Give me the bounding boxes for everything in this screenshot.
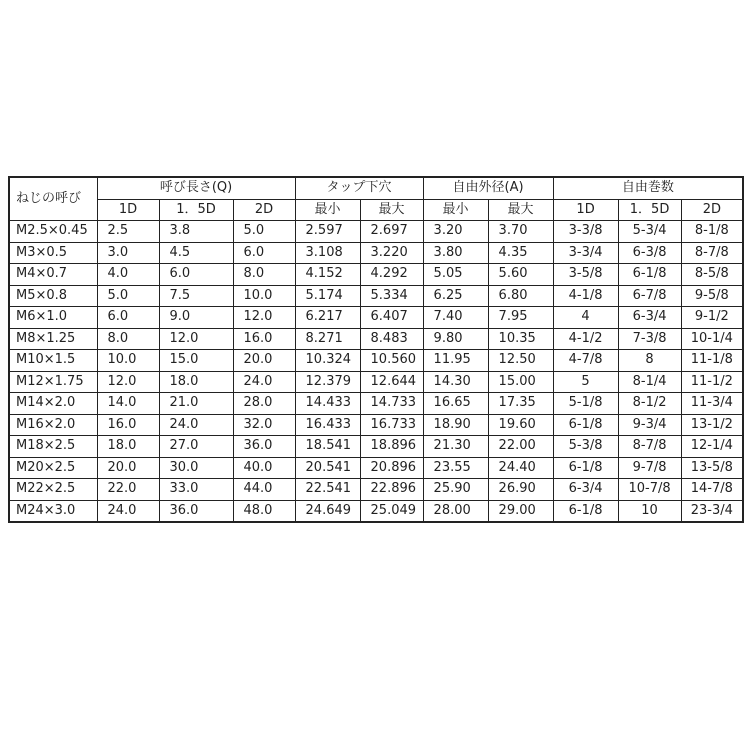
thread-size-cell: M8×1.25 (9, 328, 97, 350)
table-cell: 12-1/4 (681, 436, 743, 458)
sub-header: 1D (553, 199, 618, 221)
table-cell: 9-3/4 (618, 414, 681, 436)
table-cell: 44.0 (233, 479, 295, 501)
table-cell: 18.0 (159, 371, 233, 393)
table-cell: 3.20 (423, 221, 488, 243)
table-cell: 8.0 (233, 264, 295, 286)
table-cell: 20.0 (233, 350, 295, 372)
table-cell: 10-1/4 (681, 328, 743, 350)
table-cell: 22.00 (488, 436, 553, 458)
table-row (9, 457, 743, 479)
table-cell: 25.049 (360, 500, 423, 522)
table-cell: 8.0 (97, 328, 159, 350)
table-cell: 10.324 (295, 350, 360, 372)
table-cell: 12.0 (159, 328, 233, 350)
table-cell: 6.217 (295, 307, 360, 329)
table-cell: 12.379 (295, 371, 360, 393)
table-cell: 12.0 (233, 307, 295, 329)
table-cell: 11-3/4 (681, 393, 743, 415)
table-cell: 16.433 (295, 414, 360, 436)
thread-size-cell: M5×0.8 (9, 285, 97, 307)
thread-size-cell: M10×1.5 (9, 350, 97, 372)
thread-size-cell: M3×0.5 (9, 242, 97, 264)
table-cell: 48.0 (233, 500, 295, 522)
table-cell: 18.0 (97, 436, 159, 458)
thread-size-cell: M20×2.5 (9, 457, 97, 479)
table-cell: 20.0 (97, 457, 159, 479)
corner-header: ねじの呼び (9, 177, 97, 221)
table-cell: 22.541 (295, 479, 360, 501)
table-cell: 25.90 (423, 479, 488, 501)
table-cell: 2.697 (360, 221, 423, 243)
table-cell: 21.0 (159, 393, 233, 415)
table-cell: 28.0 (233, 393, 295, 415)
table-cell: 10-7/8 (618, 479, 681, 501)
table-cell: 7.40 (423, 307, 488, 329)
table-cell: 5.0 (233, 221, 295, 243)
table-cell: 32.0 (233, 414, 295, 436)
table-cell: 16.733 (360, 414, 423, 436)
table-cell: 15.00 (488, 371, 553, 393)
sub-header: 最大 (360, 199, 423, 221)
table-cell: 33.0 (159, 479, 233, 501)
thread-size-cell: M24×3.0 (9, 500, 97, 522)
table-cell: 3.108 (295, 242, 360, 264)
table-cell: 6-1/8 (553, 414, 618, 436)
thread-size-cell: M22×2.5 (9, 479, 97, 501)
table-cell: 6.0 (97, 307, 159, 329)
table-cell: 16.0 (233, 328, 295, 350)
table-cell: 36.0 (159, 500, 233, 522)
table-cell: 7.95 (488, 307, 553, 329)
table-cell: 13-5/8 (681, 457, 743, 479)
table-row (9, 307, 743, 329)
table-cell: 18.896 (360, 436, 423, 458)
table-cell: 5.60 (488, 264, 553, 286)
sub-header: 最小 (295, 199, 360, 221)
table-cell: 8-7/8 (681, 242, 743, 264)
table-cell: 2.5 (97, 221, 159, 243)
table-cell: 4 (553, 307, 618, 329)
group-header-nominal-length: 呼び長さ(Q) (97, 177, 295, 199)
table-cell: 4-7/8 (553, 350, 618, 372)
thread-size-cell: M2.5×0.45 (9, 221, 97, 243)
table-cell: 4.152 (295, 264, 360, 286)
table-cell: 11.95 (423, 350, 488, 372)
table-cell: 24.0 (97, 500, 159, 522)
table-row (9, 500, 743, 522)
table-cell: 8-1/8 (681, 221, 743, 243)
table-cell: 9.0 (159, 307, 233, 329)
table-cell: 8-1/4 (618, 371, 681, 393)
table-cell: 14.30 (423, 371, 488, 393)
thread-size-cell: M18×2.5 (9, 436, 97, 458)
table-cell: 30.0 (159, 457, 233, 479)
table-cell: 3-3/4 (553, 242, 618, 264)
table-cell: 5 (553, 371, 618, 393)
table-cell: 16.65 (423, 393, 488, 415)
table-cell: 13-1/2 (681, 414, 743, 436)
group-header-row (9, 177, 743, 199)
thread-size-cell: M12×1.75 (9, 371, 97, 393)
table-cell: 14.0 (97, 393, 159, 415)
table-cell: 3-3/8 (553, 221, 618, 243)
table-cell: 8.483 (360, 328, 423, 350)
table-cell: 5.05 (423, 264, 488, 286)
table-row (9, 436, 743, 458)
table-cell: 10.0 (97, 350, 159, 372)
table-cell: 9.80 (423, 328, 488, 350)
table-cell: 12.644 (360, 371, 423, 393)
table-row (9, 414, 743, 436)
table-cell: 3-5/8 (553, 264, 618, 286)
table-cell: 20.541 (295, 457, 360, 479)
table-row (9, 242, 743, 264)
table-cell: 3.0 (97, 242, 159, 264)
table-cell: 6-3/4 (553, 479, 618, 501)
table-cell: 8.271 (295, 328, 360, 350)
table-cell: 14-7/8 (681, 479, 743, 501)
thread-size-cell: M14×2.0 (9, 393, 97, 415)
table-cell: 4-1/8 (553, 285, 618, 307)
table-cell: 5-3/4 (618, 221, 681, 243)
table-row (9, 393, 743, 415)
table-cell: 6-7/8 (618, 285, 681, 307)
table-row (9, 350, 743, 372)
thread-size-cell: M16×2.0 (9, 414, 97, 436)
table-cell: 12.0 (97, 371, 159, 393)
table-cell: 2.597 (295, 221, 360, 243)
table-cell: 20.896 (360, 457, 423, 479)
table-cell: 36.0 (233, 436, 295, 458)
table-cell: 4.0 (97, 264, 159, 286)
table-cell: 5.334 (360, 285, 423, 307)
table-cell: 8 (618, 350, 681, 372)
table-row (9, 371, 743, 393)
table-cell: 8-7/8 (618, 436, 681, 458)
group-header-free-diameter: 自由外径(A) (423, 177, 553, 199)
table-cell: 14.433 (295, 393, 360, 415)
table-cell: 10.35 (488, 328, 553, 350)
table-cell: 26.90 (488, 479, 553, 501)
table-cell: 40.0 (233, 457, 295, 479)
table-cell: 19.60 (488, 414, 553, 436)
table-cell: 22.0 (97, 479, 159, 501)
table-cell: 9-1/2 (681, 307, 743, 329)
table-row (9, 221, 743, 243)
table-cell: 17.35 (488, 393, 553, 415)
table-cell: 3.220 (360, 242, 423, 264)
table-cell: 8-5/8 (681, 264, 743, 286)
table-cell: 6.407 (360, 307, 423, 329)
table-cell: 27.0 (159, 436, 233, 458)
table-cell: 11-1/2 (681, 371, 743, 393)
table-cell: 12.50 (488, 350, 553, 372)
sub-header-row (9, 199, 743, 221)
table-cell: 4.292 (360, 264, 423, 286)
sub-header: 2D (233, 199, 295, 221)
sub-header: 1．5D (159, 199, 233, 221)
table-cell: 11-1/8 (681, 350, 743, 372)
table-cell: 7.5 (159, 285, 233, 307)
table-cell: 9-7/8 (618, 457, 681, 479)
table-cell: 15.0 (159, 350, 233, 372)
table-cell: 6-1/8 (553, 500, 618, 522)
table-row (9, 285, 743, 307)
table-cell: 16.0 (97, 414, 159, 436)
table-body (9, 221, 743, 523)
table-row (9, 264, 743, 286)
table-cell: 6-3/4 (618, 307, 681, 329)
table-cell: 6.0 (159, 264, 233, 286)
thread-size-cell: M4×0.7 (9, 264, 97, 286)
table-cell: 6.80 (488, 285, 553, 307)
table-cell: 29.00 (488, 500, 553, 522)
table-cell: 28.00 (423, 500, 488, 522)
table-cell: 24.0 (233, 371, 295, 393)
table-row (9, 479, 743, 501)
table-cell: 18.541 (295, 436, 360, 458)
table-cell: 10.560 (360, 350, 423, 372)
table-cell: 3.8 (159, 221, 233, 243)
sub-header: 1D (97, 199, 159, 221)
table-cell: 3.70 (488, 221, 553, 243)
group-header-free-coils: 自由巻数 (553, 177, 743, 199)
table-cell: 24.0 (159, 414, 233, 436)
table-cell: 6-1/8 (618, 264, 681, 286)
table-cell: 24.40 (488, 457, 553, 479)
table-cell: 10 (618, 500, 681, 522)
table-cell: 23-3/4 (681, 500, 743, 522)
table-cell: 18.90 (423, 414, 488, 436)
table-cell: 22.896 (360, 479, 423, 501)
table-cell: 24.649 (295, 500, 360, 522)
table-cell: 9-5/8 (681, 285, 743, 307)
table-cell: 3.80 (423, 242, 488, 264)
table-cell: 6.25 (423, 285, 488, 307)
table-cell: 5-3/8 (553, 436, 618, 458)
thread-spec-table (8, 176, 744, 523)
table-cell: 5.174 (295, 285, 360, 307)
sub-header: 2D (681, 199, 743, 221)
table-cell: 6-1/8 (553, 457, 618, 479)
table-cell: 21.30 (423, 436, 488, 458)
table-cell: 5.0 (97, 285, 159, 307)
table-cell: 7-3/8 (618, 328, 681, 350)
table-cell: 4-1/2 (553, 328, 618, 350)
table-cell: 6-3/8 (618, 242, 681, 264)
sub-header: 最大 (488, 199, 553, 221)
table-cell: 4.35 (488, 242, 553, 264)
table-cell: 8-1/2 (618, 393, 681, 415)
group-header-tap-drill: タップ下穴 (295, 177, 423, 199)
table-cell: 23.55 (423, 457, 488, 479)
table-cell: 14.733 (360, 393, 423, 415)
thread-size-cell: M6×1.0 (9, 307, 97, 329)
table-cell: 5-1/8 (553, 393, 618, 415)
table-row (9, 328, 743, 350)
sub-header: 最小 (423, 199, 488, 221)
sub-header: 1．5D (618, 199, 681, 221)
table-cell: 6.0 (233, 242, 295, 264)
table-cell: 4.5 (159, 242, 233, 264)
table-cell: 10.0 (233, 285, 295, 307)
